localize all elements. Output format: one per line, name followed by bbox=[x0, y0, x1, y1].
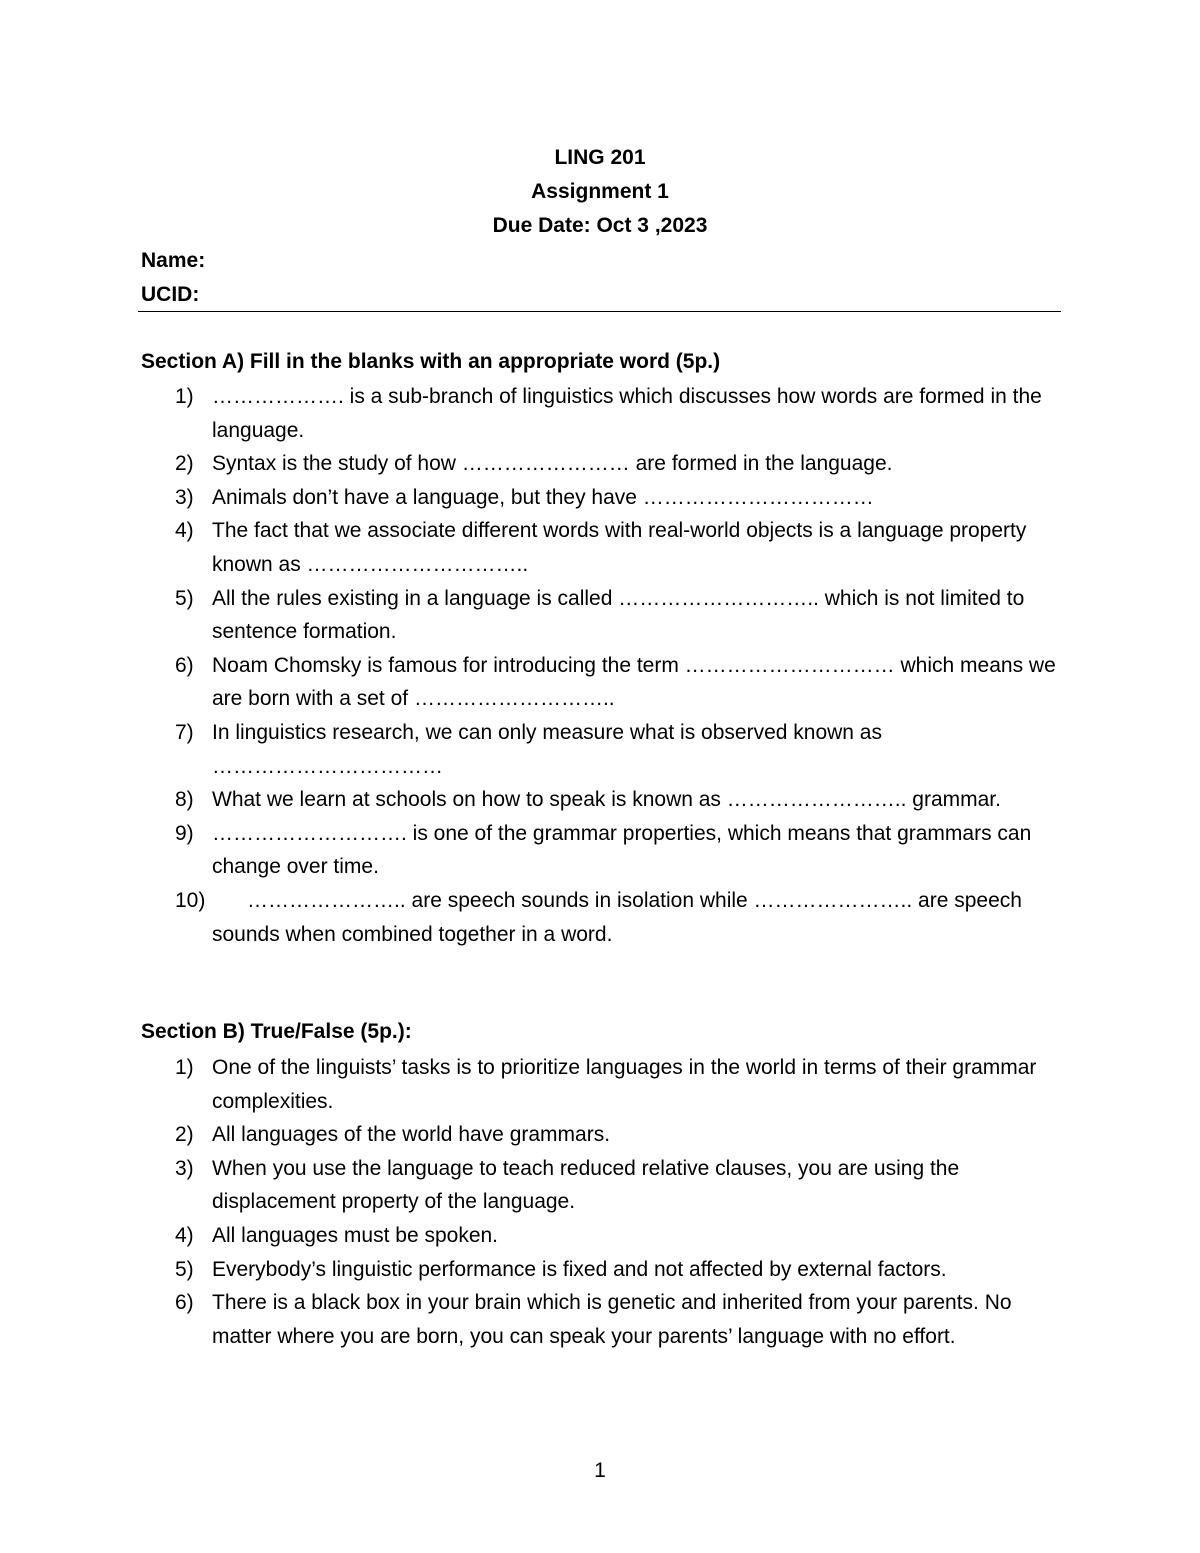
question-item bbox=[141, 716, 1071, 783]
question-number: 5) bbox=[175, 586, 194, 610]
section-a-heading: Section A) Fill in the blanks with an appropriate word (5p.) bbox=[141, 350, 721, 373]
question-number: 5) bbox=[175, 1257, 194, 1281]
question-number: 4) bbox=[175, 1223, 194, 1247]
page-number: 1 bbox=[594, 1459, 606, 1482]
section-a-question-list bbox=[141, 380, 1071, 951]
question-item bbox=[141, 380, 1071, 447]
question-text: Animals don’t have a language, but they have …………………………… bbox=[212, 485, 874, 509]
ucid-label: UCID: bbox=[141, 283, 200, 306]
question-item bbox=[141, 481, 1071, 515]
question-item bbox=[141, 783, 1071, 817]
question-number: 8) bbox=[175, 788, 194, 812]
question-text: The fact that we associate different words with real-world objects is a language property known as ………………………….. bbox=[212, 519, 1033, 576]
course-code: LING 201 bbox=[554, 146, 646, 169]
question-number: 7) bbox=[175, 720, 194, 744]
question-text: ………………. is a sub-branch of linguistics which discusses how words are formed in the language. bbox=[212, 385, 1048, 442]
question-text: ………………….. are speech sounds in isolation while ………………….. are speech sounds when combined together in a word. bbox=[212, 888, 1028, 946]
question-item bbox=[141, 1253, 1071, 1287]
question-number: 6) bbox=[175, 1291, 194, 1315]
question-item bbox=[141, 1118, 1071, 1152]
question-text: What we learn at schools on how to speak is known as …………………….. grammar. bbox=[212, 788, 1001, 812]
question-text: Everybody’s linguistic performance is fixed and not affected by external factors. bbox=[212, 1257, 947, 1281]
question-text: Syntax is the study of how …………………… are formed in the language. bbox=[212, 452, 893, 476]
question-item bbox=[141, 1219, 1071, 1253]
question-number: 3) bbox=[175, 1156, 194, 1180]
question-number: 6) bbox=[175, 653, 194, 677]
section-b-question-list bbox=[141, 1051, 1071, 1353]
question-text: One of the linguists’ tasks is to prioritize languages in the world in terms of their grammar complexities. bbox=[212, 1056, 1043, 1113]
question-number: 2) bbox=[175, 452, 194, 476]
assignment-title: Assignment 1 bbox=[531, 180, 669, 203]
question-text: Noam Chomsky is famous for introducing the term ………………………… which means we are born with a set of ……………………….. bbox=[212, 653, 1062, 711]
question-text: ………………………. is one of the grammar properties, which means that grammars can change over time. bbox=[212, 821, 1038, 879]
question-item bbox=[141, 447, 1071, 481]
question-number: 4) bbox=[175, 519, 194, 543]
question-item bbox=[141, 1152, 1071, 1219]
question-text: When you use the language to teach reduced relative clauses, you are using the displacement property of the language. bbox=[212, 1156, 965, 1214]
question-item bbox=[141, 649, 1071, 716]
question-text: In linguistics research, we can only measure what is observed known as …………………………… bbox=[212, 720, 888, 778]
question-text: All languages must be spoken. bbox=[212, 1223, 499, 1247]
question-number: 9) bbox=[175, 821, 194, 845]
name-label: Name: bbox=[141, 249, 206, 272]
question-text: All the rules existing in a language is called ……………………….. which is not limited to sentence formation. bbox=[212, 586, 1031, 644]
question-item bbox=[141, 514, 1071, 581]
question-text: All languages of the world have grammars. bbox=[212, 1123, 611, 1147]
question-number: 10) bbox=[175, 888, 206, 912]
question-number: 1) bbox=[175, 385, 194, 408]
question-item bbox=[141, 1051, 1071, 1118]
section-b-heading: Section B) True/False (5p.): bbox=[141, 1020, 412, 1043]
due-date: Due Date: Oct 3 ,2023 bbox=[492, 214, 708, 237]
question-item bbox=[141, 884, 1071, 951]
horizontal-divider bbox=[138, 311, 1061, 312]
question-number: 1) bbox=[175, 1056, 194, 1079]
question-item bbox=[141, 1286, 1071, 1353]
question-text: There is a black box in your brain which is genetic and inherited from your parents. No matter where you are born, you can speak your parents’ language with no effort. bbox=[212, 1291, 1018, 1348]
question-number: 2) bbox=[175, 1123, 194, 1147]
question-number: 3) bbox=[175, 485, 194, 509]
question-item bbox=[141, 817, 1071, 884]
question-item bbox=[141, 582, 1071, 649]
